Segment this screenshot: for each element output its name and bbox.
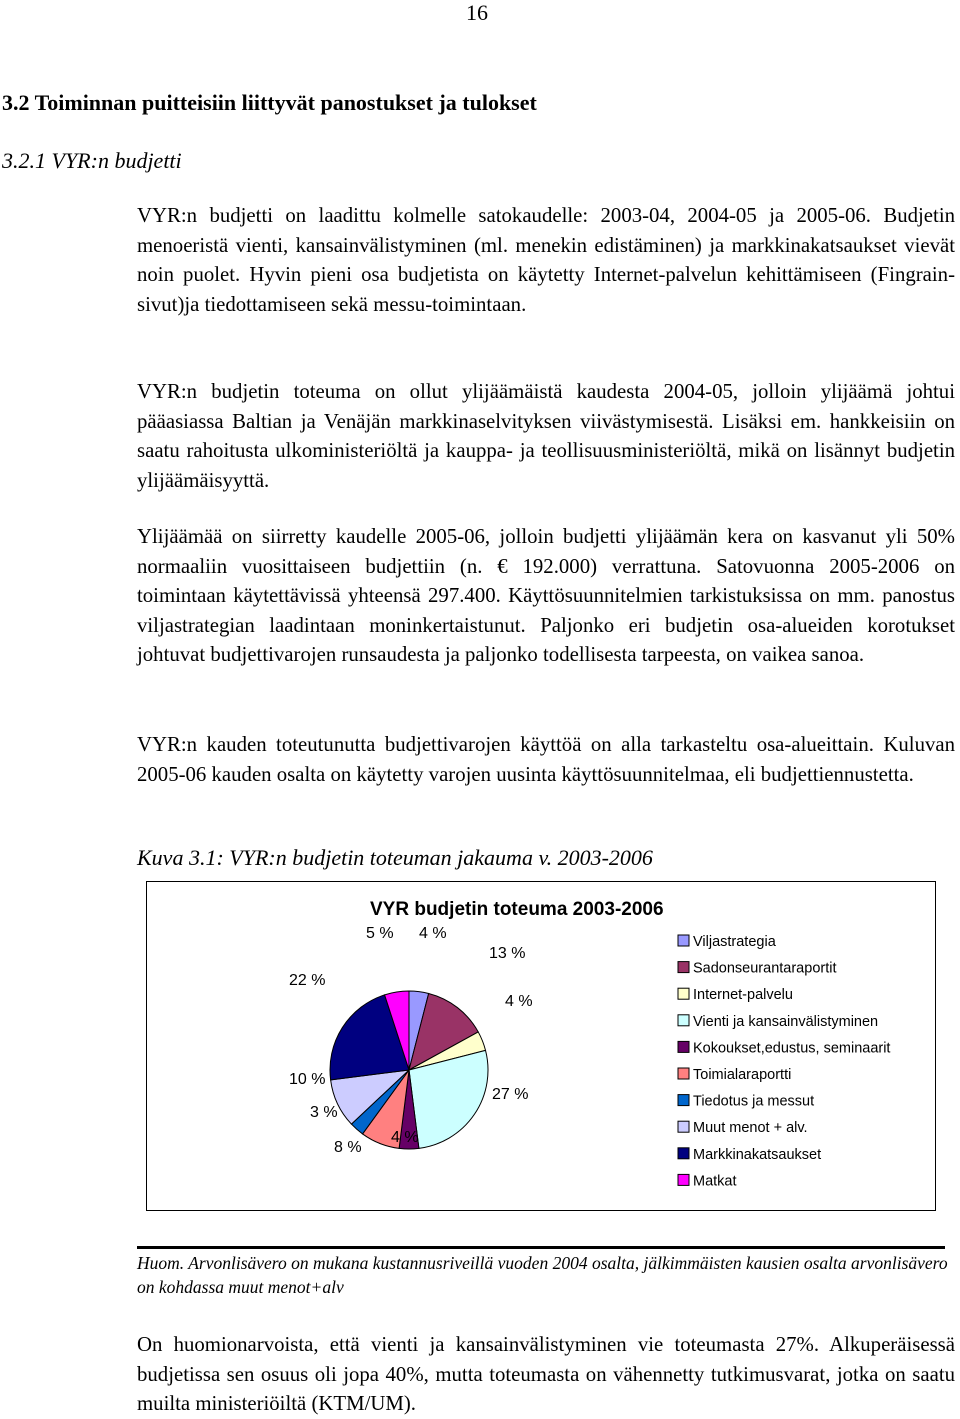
legend-swatch-3	[678, 988, 689, 999]
legend-label-1: Viljastrategia	[693, 934, 776, 950]
legend-label-9: Markkinakatsaukset	[693, 1146, 822, 1163]
legend-swatch-4	[678, 1015, 689, 1026]
closing-paragraph: On huomionarvoista, että vienti ja kansainvälistyminen vie toteumasta 27%. Alkuperäisessä budjetissa sen osuus oli jopa 40%, mutta toteumasta on vähennetty tutkimusvarat, jotka on saatu muilta ministeriöiltä (KTM/UM).	[137, 1333, 955, 1415]
legend-swatch-1	[678, 935, 689, 946]
chart-title: VYR budjetin toteuma 2003-2006	[370, 899, 664, 920]
legend-swatch-8	[678, 1121, 689, 1132]
legend-swatch-7	[678, 1095, 689, 1106]
legend-swatch-10	[678, 1174, 689, 1185]
legend-label-6: Toimialaraportti	[693, 1067, 792, 1083]
pie-data-label-6: 8 %	[334, 1139, 362, 1156]
legend-label-3: Internet-palvelu	[693, 987, 793, 1004]
pie-data-label-3: 4 %	[505, 993, 533, 1010]
note-divider	[137, 1246, 945, 1249]
pie-data-label-5: 4 %	[391, 1129, 419, 1146]
subsection-heading: 3.2.1 VYR:n budjetti	[2, 148, 182, 173]
chart-legend	[678, 934, 890, 1189]
legend-label-7: Tiedotus ja messut	[693, 1093, 815, 1110]
legend-label-4: Vienti ja kansainvälistyminen	[693, 1013, 879, 1030]
paragraph-budget-overview: VYR:n budjetti on laadittu kolmelle satokaudelle: 2003-04, 2004-05 ja 2005-06. Budjetin menoeristä vienti, kansainvälistyminen (ml. menekin edistäminen) ja markkinakatsaukset vievät noin puolet. Hyvin pieni osa budjetista on käytetty Internet-palvelun kehittämiseen (Fingrain-sivut)ja tiedottamiseen sekä messu-toimintaan.	[137, 204, 955, 316]
legend-swatch-2	[678, 962, 689, 973]
pie-data-label-1: 4 %	[419, 925, 447, 942]
pie-slices	[330, 991, 488, 1149]
paragraph-budget-usage: VYR:n kauden toteutunutta budjettivarojen käyttöä on alla tarkasteltu osa-alueittain. Kuluvan 2005-06 kauden osalta on käytetty varojen uusinta käyttösuunnitelmaa, eli budjettiennustetta.	[137, 733, 955, 786]
section-heading: 3.2 Toiminnan puitteisiin liittyvät panostukset ja tulokset	[2, 90, 537, 115]
legend-label-5: Kokoukset,edustus, seminaarit	[693, 1040, 891, 1057]
legend-label-2: Sadonseurantaraportit	[693, 960, 837, 977]
pie-data-label-7: 3 %	[310, 1104, 338, 1121]
pie-data-label-9: 22 %	[289, 972, 326, 989]
pie-data-label-10: 5 %	[366, 925, 394, 942]
legend-swatch-9	[678, 1148, 689, 1159]
pie-data-label-2: 13 %	[489, 945, 526, 962]
legend-swatch-5	[678, 1041, 689, 1052]
vat-note: Huom. Arvonlisävero on mukana kustannusriveillä vuoden 2004 osalta, jälkimmäisten kausien osalta arvonlisävero on kohdassa muut menot+alv	[137, 1253, 948, 1297]
pie-data-label-4: 27 %	[492, 1086, 529, 1103]
legend-label-10: Matkat	[693, 1173, 737, 1190]
legend-swatch-6	[678, 1068, 689, 1079]
figure-caption: Kuva 3.1: VYR:n budjetin toteuman jakauma v. 2003-2006	[137, 845, 653, 870]
pie-chart-figure	[146, 881, 936, 1211]
paragraph-budget-surplus: VYR:n budjetin toteuma on ollut ylijäämäistä kaudesta 2004-05, jolloin ylijäämä johtui pääasiassa Baltian ja Venäjän markkinaselvityksen viivästymisestä. Lisäksi em. hankkeisiin on saatu rahoitusta ulkoministeriöltä ja kauppa- ja teollisuusministeriöltä, mikä on lisännyt budjetin ylijäämäisyyttä.	[137, 380, 955, 492]
pie-data-label-8: 10 %	[289, 1071, 326, 1088]
page-number: 16	[466, 0, 488, 25]
paragraph-surplus-transfer: Ylijäämää on siirretty kaudelle 2005-06, jolloin budjetti ylijäämän kera on kasvanut yli 50% normaaliin vuosittaiseen budjettiin (n. € 192.000) verrattuna. Satovuonna 2005-2006 on toimintaan käytettävissä yhteensä 297.400. Käyttösuunnitelmien tarkistuksissa on mm. panostus viljastrategian laadintaan moninkertaistunut. Paljonko eri budjetin osa-alueiden korotukset johtuvat budjettivarojen runsaudesta ja paljonko todellisesta tarpeesta, on vaikea sanoa.	[137, 525, 955, 666]
legend-label-8: Muut menot + alv.	[693, 1120, 808, 1137]
pie-chart	[147, 882, 937, 1212]
